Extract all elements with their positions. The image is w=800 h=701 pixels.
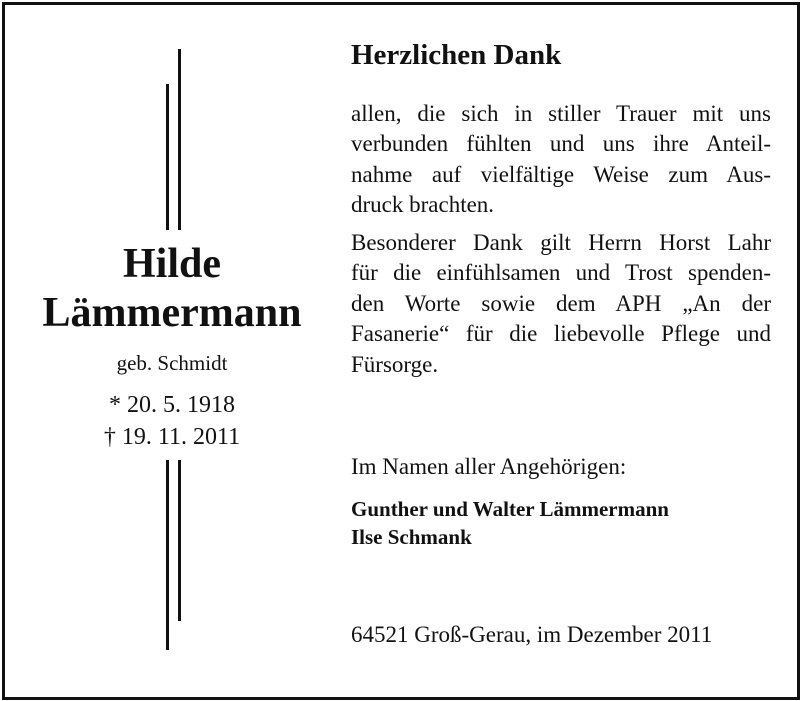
- decorative-rule-upper-short: [166, 84, 169, 230]
- paragraph-line: druck brachten.: [351, 192, 495, 218]
- special-thanks-paragraph: [351, 228, 771, 380]
- deceased-first-name: Hilde: [122, 241, 221, 287]
- birth-date: * 20. 5. 1918: [109, 392, 235, 418]
- decorative-rule-lower-long: [166, 460, 169, 650]
- paragraph-line: Fürsorge.: [351, 351, 439, 377]
- paragraph-line: den Worte sowie dem APH „An der: [351, 290, 771, 316]
- decorative-rule-lower-short: [178, 460, 181, 621]
- place-and-date: 64521 Groß-Gerau, im Dezember 2011: [351, 622, 713, 647]
- paragraph-line: allen, die sich in stiller Trauer mit uns: [351, 101, 771, 126]
- signer-name: Ilse Schmank: [351, 525, 472, 549]
- thanks-paragraph: [351, 99, 771, 221]
- decorative-rule-upper-long: [178, 49, 181, 230]
- death-date: † 19. 11. 2011: [103, 424, 241, 450]
- on-behalf-line: Im Namen aller Angehörigen:: [351, 454, 627, 479]
- signer-name: Gunther und Walter Lämmermann: [351, 497, 669, 521]
- paragraph-line: nahme auf vielfältige Weise zum Aus-: [351, 161, 771, 187]
- paragraph-line: Besonderer Dank gilt Herrn Horst Lahr: [351, 230, 771, 255]
- paragraph-line: Fasanerie“ für die liebevolle Pflege und: [351, 321, 771, 347]
- paragraph-line: verbunden fühlten und uns ihre Anteil-: [351, 131, 771, 157]
- paragraph-line: für die einfühlsamen und Trost spenden-: [351, 260, 771, 286]
- born-name: geb. Schmidt: [116, 351, 228, 375]
- notice-heading: Herzlichen Dank: [351, 39, 562, 71]
- deceased-last-name: Lämmermann: [42, 290, 302, 336]
